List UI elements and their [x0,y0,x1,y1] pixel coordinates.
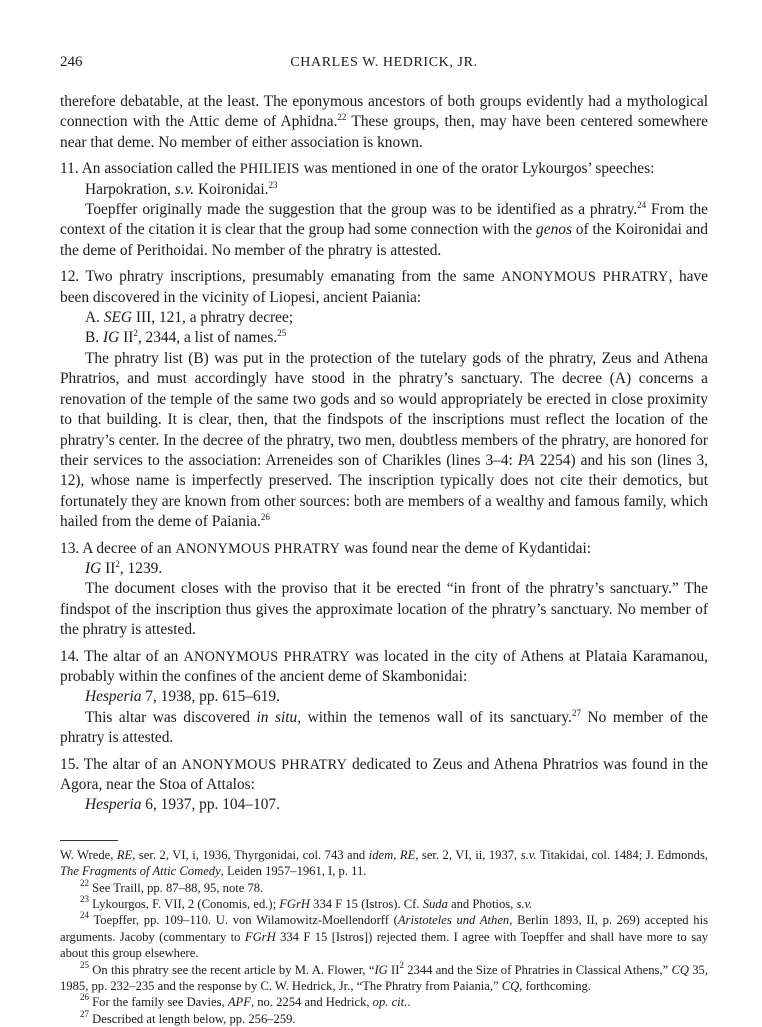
footnote-26: $^{26}$ For the family see Davies, APF, no. 2254 and Hedrick, op. cit.. [80,992,411,1010]
footnote-22: $^{22}$ See Traill, pp. 87–88, 95, note 78. [80,877,264,895]
footnote-ref[interactable]: 22 [337,112,347,123]
entry-15-citation: Hesperia 6, 1937, pp. 104–107. [85,796,280,814]
page-header [60,52,708,72]
footnote-ref[interactable]: 23 [268,179,278,190]
entry-14-discussion: This altar was discovered in situ, within the temenos wall of its sanctuary.$^{27}$ No member of the phratry is attested. [60,707,708,747]
running-head: CHARLES W. HEDRICK, JR. [290,55,478,70]
page-number: 246 [60,54,83,70]
page [60,52,708,1027]
main-text [60,92,708,816]
footnote-ref[interactable]: 27 [571,707,581,718]
footnote-27: $^{27}$ Described at length below, pp. 256–259. [80,1008,296,1026]
intro-paragraph: therefore debatable, at the least. The eponymous ancestors of both groups evidently had a mythological connection with the Attic deme of Aphidna.$^{22}$ These groups, then, may have been centered somewhere near that deme. No member of either association is known. [60,93,708,151]
entry-14-heading: 14. The altar of an ANONYMOUS PHRATRY was located in the city of Athens at Plataia Karamanou, probably within the confines of the ancient deme of Skambonidai: [60,647,708,685]
entry-12-citation-a: A. SEG III, 121, a phratry decree; [85,309,294,327]
footnote-ref[interactable]: 24 [637,200,647,211]
entry-14-citation: Hesperia 7, 1938, pp. 615–619. [85,688,280,706]
entry-13-citation: IG $II^2$, 1239. [85,558,163,577]
association-name: PHILIEIS [239,161,300,178]
entry-12-citation-b: B. IG $II^2$, 2344, a list of names.$^{25}$ [85,328,287,347]
entry-12-heading: 12. Two phratry inscriptions, presumably emanating from the same ANONYMOUS PHRATRY, have been discovered in the vicinity of Liopesi, ancient Paiania: [60,268,708,306]
footnote-divider [60,840,118,841]
footnote-23: $^{23}$ Lykourgos, F. VII, 2 (Conomis, ed.); FGrH 334 F 15 (Istros). Cf. Suda and Photios, s.v. [80,894,533,912]
entry-12-discussion: The phratry list (B) was put in the protection of the tutelary gods of the phratry, Zeus and Athena Phratrios, and must accordingly have stood in the phratry’s sanctuary. The decree (A) concerns a renovation of the temple of the same two gods and so would appropriately be erected in close proximity to that building. It is clear, then, that the findspots of the inscriptions must reflect the location of the phratry’s center. In the decree of the phratry, two men, doubtless members of the phratry, are honored for their services to the association: Arreneides son of Charikles (lines 3–4: PA 2254) and his son (lines 3, 12), whose name is imperfectly preserved. The inscription typically does not cite their demotics, but fortunately they are known from other sources: both are members of a wealthy and famous family, which hailed from the deme of Paiania.$^{26}$ [60,349,708,531]
footnote-ref[interactable]: 26 [260,512,270,523]
footnote-continued: W. Wrede, RE, ser. 2, VI, i, 1936, Thyrgonidai, col. 743 and idem, RE, ser. 2, VI, ii, 1937, s.v. Titakidai, col. 1484; J. Edmonds, The Fragments of Attic Comedy, Leiden 1957–1961, I, p. 11. [60,847,708,879]
association-name: ANONYMOUS PHRATRY [501,269,669,286]
footnotes [60,847,708,1027]
association-name: ANONYMOUS PHRATRY [183,648,350,665]
association-name: ANONYMOUS PHRATRY [181,756,348,773]
entry-13-discussion: The document closes with the proviso that it be erected “in front of the phratry’s sanctuary.” The findspot of the inscription thus gives the approximate location of the phratry’s sanctuary. No member of the phratry is attested. [60,580,708,639]
association-name: ANONYMOUS PHRATRY [175,540,341,557]
entry-11-citation: Harpokration, s.v. Koironidai.$^{23}$ [85,179,278,198]
entry-13-heading: 13. A decree of an ANONYMOUS PHRATRY was found near the deme of Kydantidai: [60,539,592,557]
entry-11-discussion: Toepffer originally made the suggestion that the group was to be identified as a phratry.$^{24}$ From the context of the citation it is clear that the group had some connection with the genos of the Koironidai and the deme of Perithoidai. No member of the phratry is attested. [60,200,709,259]
footnote-24: $^{24}$ Toepffer, pp. 109–110. U. von Wilamowitz-Moellendorff (Aristoteles und Athen, Berlin 1893, II, p. 269) accepted his arguments. Jacoby (commentary to FGrH 334 F 15 [Istros]) rejected them. I agree with Toepffer and shall have more to say about this group elsewhere. [60,910,709,961]
entry-11-heading: 11. An association called the PHILIEIS was mentioned in one of the orator Lykourgos’ speeches: [60,160,655,178]
entry-15-heading: 15. The altar of an ANONYMOUS PHRATRY dedicated to Zeus and Athena Phratrios was found in the Agora, near the Stoa of Attalos: [60,755,708,793]
footnote-25: $^{25}$ On this phratry see the recent article by M. A. Flower, “IG $II^2$ 2344 and the Size of Phratries in Classical Athens,” CQ 35, 1985, pp. 232–235 and the response by C. W. Hedrick, Jr., “The Phratry from Paiania,” CQ, forthcoming. [60,959,708,994]
footnote-ref[interactable]: 25 [277,328,287,339]
